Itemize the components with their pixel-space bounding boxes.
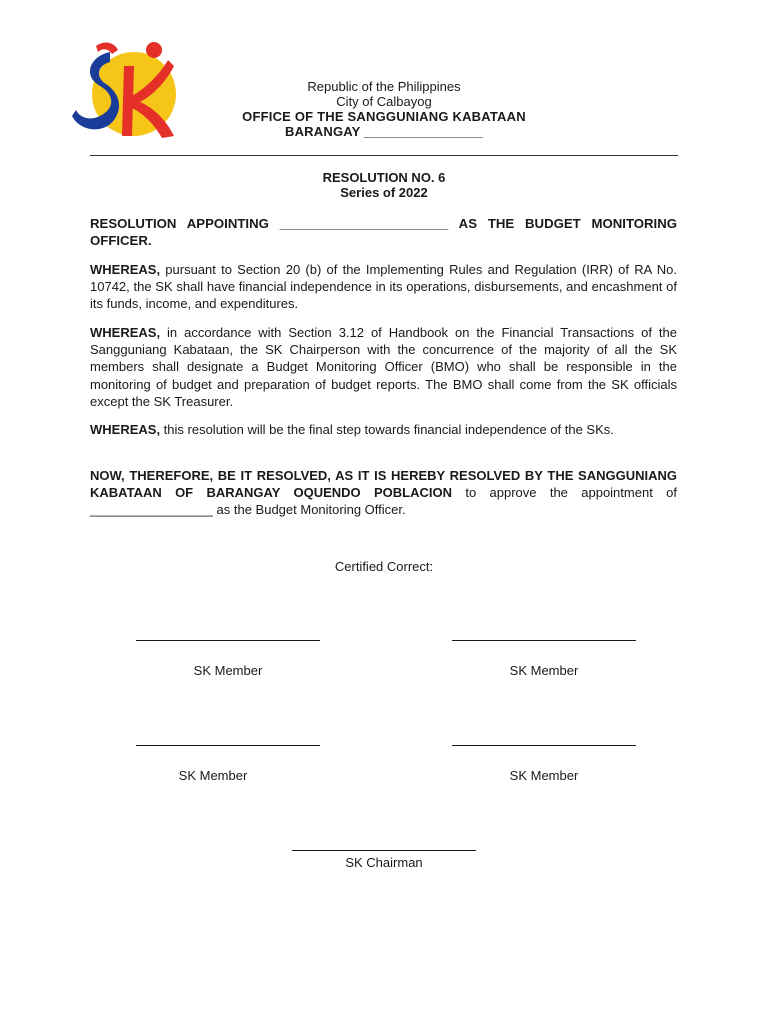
resolution-heading: RESOLUTION APPOINTING _______________________ AS THE BUDGET MONITORING OFFICER.: [90, 216, 677, 249]
resolved-text: to approve the appointment of _________________ as the Budget Monitoring Officer.: [90, 485, 677, 518]
resolution-title: [90, 170, 678, 200]
whereas-text: this resolution will be the final step towards financial independence of the SKs.: [160, 422, 614, 437]
signatory-label: SK Member: [178, 768, 248, 783]
whereas-paragraph-2: [90, 324, 677, 410]
signature-line: [452, 640, 636, 641]
resolution-series: Series of 2022: [340, 185, 428, 200]
signature-line: [136, 640, 320, 641]
letterhead: [90, 79, 678, 139]
whereas-lead: WHEREAS,: [90, 325, 161, 340]
signatory-label: SK Chairman: [345, 855, 423, 870]
signatory-label: SK Member: [509, 768, 579, 783]
signature-block-chairman: [292, 850, 476, 870]
signature-block-member-2: [452, 640, 636, 678]
signature-line: [292, 850, 476, 851]
signature-block-member-3: [136, 745, 320, 783]
republic-line: Republic of the Philippines: [307, 79, 461, 94]
signature-block-member-4: [452, 745, 636, 783]
signature-block-member-1: [136, 640, 320, 678]
resolved-lead: NOW, THEREFORE, BE IT RESOLVED, AS IT IS HEREBY RESOLVED BY THE SANGGUNIANG KABATAAN OF BARANGAY OQUENDO POBLACION: [90, 468, 677, 501]
whereas-text: pursuant to Section 20 (b) of the Implementing Rules and Regulation (IRR) of RA No. 10742, the SK shall have financial independence in its operations, disbursements, and encashment of its funds, income, and expenditures.: [90, 262, 677, 312]
whereas-paragraph-3: [90, 421, 677, 438]
barangay-line: BARANGAY ________________: [285, 124, 483, 139]
whereas-lead: WHEREAS,: [90, 422, 161, 437]
whereas-lead: WHEREAS,: [90, 262, 161, 277]
signature-line: [136, 745, 320, 746]
header-divider: [90, 155, 678, 156]
signature-line: [452, 745, 636, 746]
signatory-label: SK Member: [193, 663, 263, 678]
signatory-label: SK Member: [509, 663, 579, 678]
resolved-paragraph: [90, 467, 677, 519]
office-line: OFFICE OF THE SANGGUNIANG KABATAAN: [242, 109, 526, 124]
certified-correct: Certified Correct:: [334, 559, 434, 574]
resolution-number: RESOLUTION NO. 6: [322, 170, 446, 185]
whereas-paragraph-1: [90, 261, 677, 313]
whereas-text: in accordance with Section 3.12 of Handbook on the Financial Transactions of the Sangguniang Kabataan, the SK Chairperson with the concurrence of the majority of all the SK members shall designate a Budget Monitoring Officer (BMO) who shall be responsible in the monitoring of budget and preparation of budget reports. The BMO shall come from the SK officials except the SK Treasurer.: [90, 325, 677, 409]
city-line: City of Calbayog: [336, 94, 432, 109]
